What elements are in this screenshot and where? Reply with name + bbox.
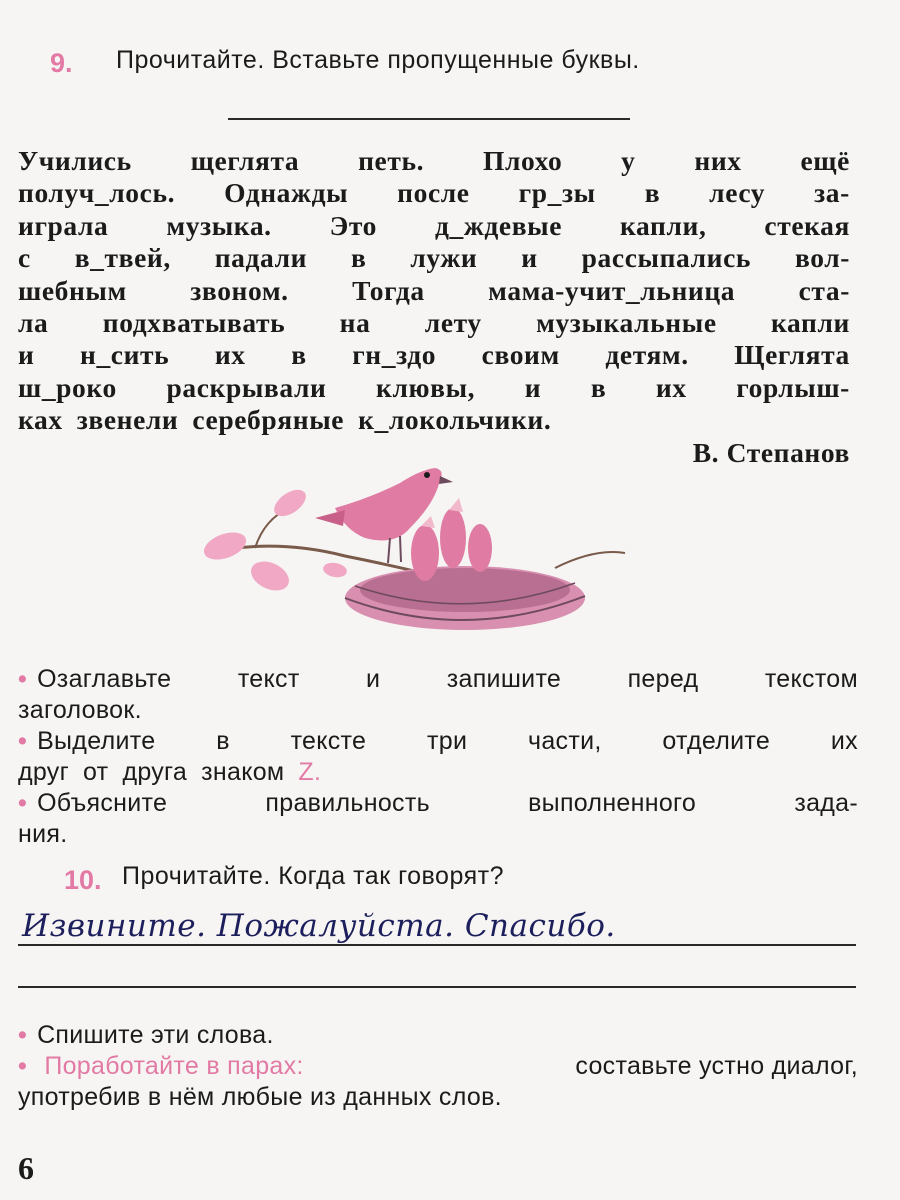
- story-word: и: [524, 371, 542, 403]
- separator-mark: Z.: [298, 758, 322, 786]
- story-line: [18, 145, 850, 177]
- story-word: клювы,: [376, 371, 476, 403]
- task-line: [18, 695, 858, 726]
- story-line: [18, 404, 850, 436]
- task-line: [18, 757, 858, 788]
- exercise-9-number: 9.: [50, 48, 73, 78]
- story-word: петь.: [358, 145, 425, 176]
- story-word: лужи: [410, 242, 478, 274]
- story-text: [18, 145, 850, 469]
- story-line: [18, 372, 850, 404]
- task-word: Озаглавьте: [37, 665, 172, 693]
- task-word: части,: [528, 727, 602, 755]
- task-word: в: [216, 727, 230, 755]
- task-word: Объясните: [37, 789, 168, 817]
- story-word: шебным: [18, 274, 127, 306]
- task-word: выполненного: [528, 789, 697, 817]
- story-word: в: [644, 177, 661, 209]
- task-word: знаком: [201, 758, 285, 786]
- task-word: три: [427, 727, 468, 755]
- story-word: Тогда: [352, 274, 425, 306]
- story-word: гн_здо: [352, 339, 437, 371]
- task-pair-work: [18, 1051, 858, 1082]
- bird-nest-illustration: [195, 458, 635, 658]
- story-word: к_локольчики.: [358, 404, 552, 436]
- story-word: их: [655, 371, 687, 403]
- task-copy-words: [18, 1020, 858, 1051]
- story-word: Учились: [18, 145, 132, 176]
- exercise-9-tasks: [18, 664, 858, 850]
- task-text: составьте устно диалог,: [575, 1052, 858, 1080]
- story-line: [18, 307, 850, 339]
- story-word: своим: [481, 339, 560, 371]
- story-word: Щеглята: [734, 339, 850, 371]
- story-word: серебряные: [192, 404, 345, 436]
- story-word: капли,: [620, 209, 707, 241]
- handwritten-answer: [22, 908, 616, 944]
- story-word: д_ждевые: [434, 209, 563, 241]
- story-word: за-: [814, 177, 850, 209]
- bullet-icon: •: [18, 789, 28, 817]
- story-word: на: [339, 306, 371, 338]
- story-word: детям.: [605, 339, 689, 371]
- story-line: [18, 210, 850, 242]
- task-word: тексте: [290, 727, 367, 755]
- story-word: музыка.: [166, 209, 272, 241]
- title-blank-line: [228, 118, 630, 120]
- handwritten-answer-text: Извините. Пожалуйста. Спасибо.: [22, 908, 616, 944]
- task-line: [18, 664, 858, 695]
- story-word: Однажды: [224, 177, 349, 209]
- story-word: стекая: [764, 209, 850, 241]
- story-word: горлыш-: [736, 371, 850, 403]
- story-word: лету: [424, 306, 482, 338]
- story-word: и: [521, 242, 538, 274]
- exercise-10-number: 10.: [64, 865, 102, 895]
- pair-work-label: Поработайте в парах:: [44, 1052, 304, 1080]
- story-word: звоном.: [190, 274, 289, 306]
- story-word: них: [694, 145, 742, 176]
- task-line: [18, 819, 858, 850]
- story-word: ла: [18, 306, 49, 338]
- task-word: правильность: [265, 789, 430, 817]
- story-word: играла: [18, 209, 109, 241]
- story-word: раскрывали: [166, 371, 327, 403]
- story-word: ста-: [798, 274, 850, 306]
- story-line: [18, 177, 850, 209]
- task-word: и: [366, 665, 381, 693]
- story-word: их: [214, 339, 246, 371]
- task-word: заголовок.: [18, 696, 142, 724]
- story-word: у: [621, 145, 636, 176]
- story-word: щеглята: [190, 145, 300, 176]
- story-word: Это: [329, 209, 377, 241]
- page-number: 6: [18, 1150, 34, 1186]
- story-word: ках: [18, 404, 63, 436]
- task-word: запишите: [446, 665, 562, 693]
- bullet-icon: •: [18, 1021, 28, 1049]
- story-word: Плохо: [482, 145, 563, 176]
- story-word: музыкальные: [536, 306, 717, 338]
- story-word: рассыпались: [581, 242, 752, 274]
- task-text: употребив в нём любые из данных слов.: [18, 1083, 502, 1111]
- story-word: в: [291, 339, 307, 371]
- story-line: [18, 242, 850, 274]
- story-word: с: [18, 242, 31, 274]
- story-word: звенели: [76, 404, 179, 436]
- task-word: ния.: [18, 820, 68, 848]
- bullet-icon: •: [18, 1052, 28, 1080]
- story-word: капли: [771, 306, 850, 338]
- task-word: зада-: [794, 789, 858, 817]
- story-word: в: [351, 242, 367, 274]
- answer-line-2: [18, 986, 856, 988]
- task-word: от: [83, 758, 109, 786]
- bullet-icon: •: [18, 665, 28, 693]
- task-word: их: [830, 727, 858, 755]
- exercise-10-tasks: [18, 1020, 858, 1113]
- task-word: друг: [18, 758, 70, 786]
- story-word: гр_зы: [518, 177, 596, 209]
- story-word: н_сить: [80, 339, 170, 371]
- task-word: текстом: [764, 665, 858, 693]
- exercise-9-instruction: Прочитайте. Вставьте пропущенные буквы.: [116, 46, 640, 74]
- story-word: и: [18, 339, 35, 371]
- story-word: ш_роко: [18, 371, 117, 403]
- task-word: текст: [237, 665, 300, 693]
- story-word: падали: [214, 242, 308, 274]
- bullet-icon: •: [18, 727, 28, 755]
- answer-line-1: [18, 944, 856, 946]
- exercise-10-instruction: Прочитайте. Когда так говорят?: [122, 862, 504, 890]
- story-word: вол-: [794, 242, 850, 274]
- task-word: перед: [627, 665, 699, 693]
- story-word: после: [397, 177, 470, 209]
- story-line: [18, 339, 850, 371]
- task-line: [18, 788, 858, 819]
- story-word: мама-учит_льница: [488, 274, 736, 306]
- task-continuation: [18, 1082, 858, 1113]
- task-word: Выделите: [37, 727, 156, 755]
- task-word: друга: [122, 758, 188, 786]
- story-line: [18, 275, 850, 307]
- story-word: в_твей,: [74, 242, 171, 274]
- story-author: В. Степанов: [692, 436, 850, 468]
- story-word: получ_лось.: [18, 177, 176, 209]
- story-word: ещё: [800, 145, 850, 176]
- task-word: отделите: [662, 727, 771, 755]
- story-word: в: [590, 371, 607, 403]
- task-text: Спишите эти слова.: [37, 1021, 274, 1049]
- story-word: подхватывать: [102, 306, 286, 338]
- story-word: лесу: [709, 177, 766, 209]
- task-line: [18, 726, 858, 757]
